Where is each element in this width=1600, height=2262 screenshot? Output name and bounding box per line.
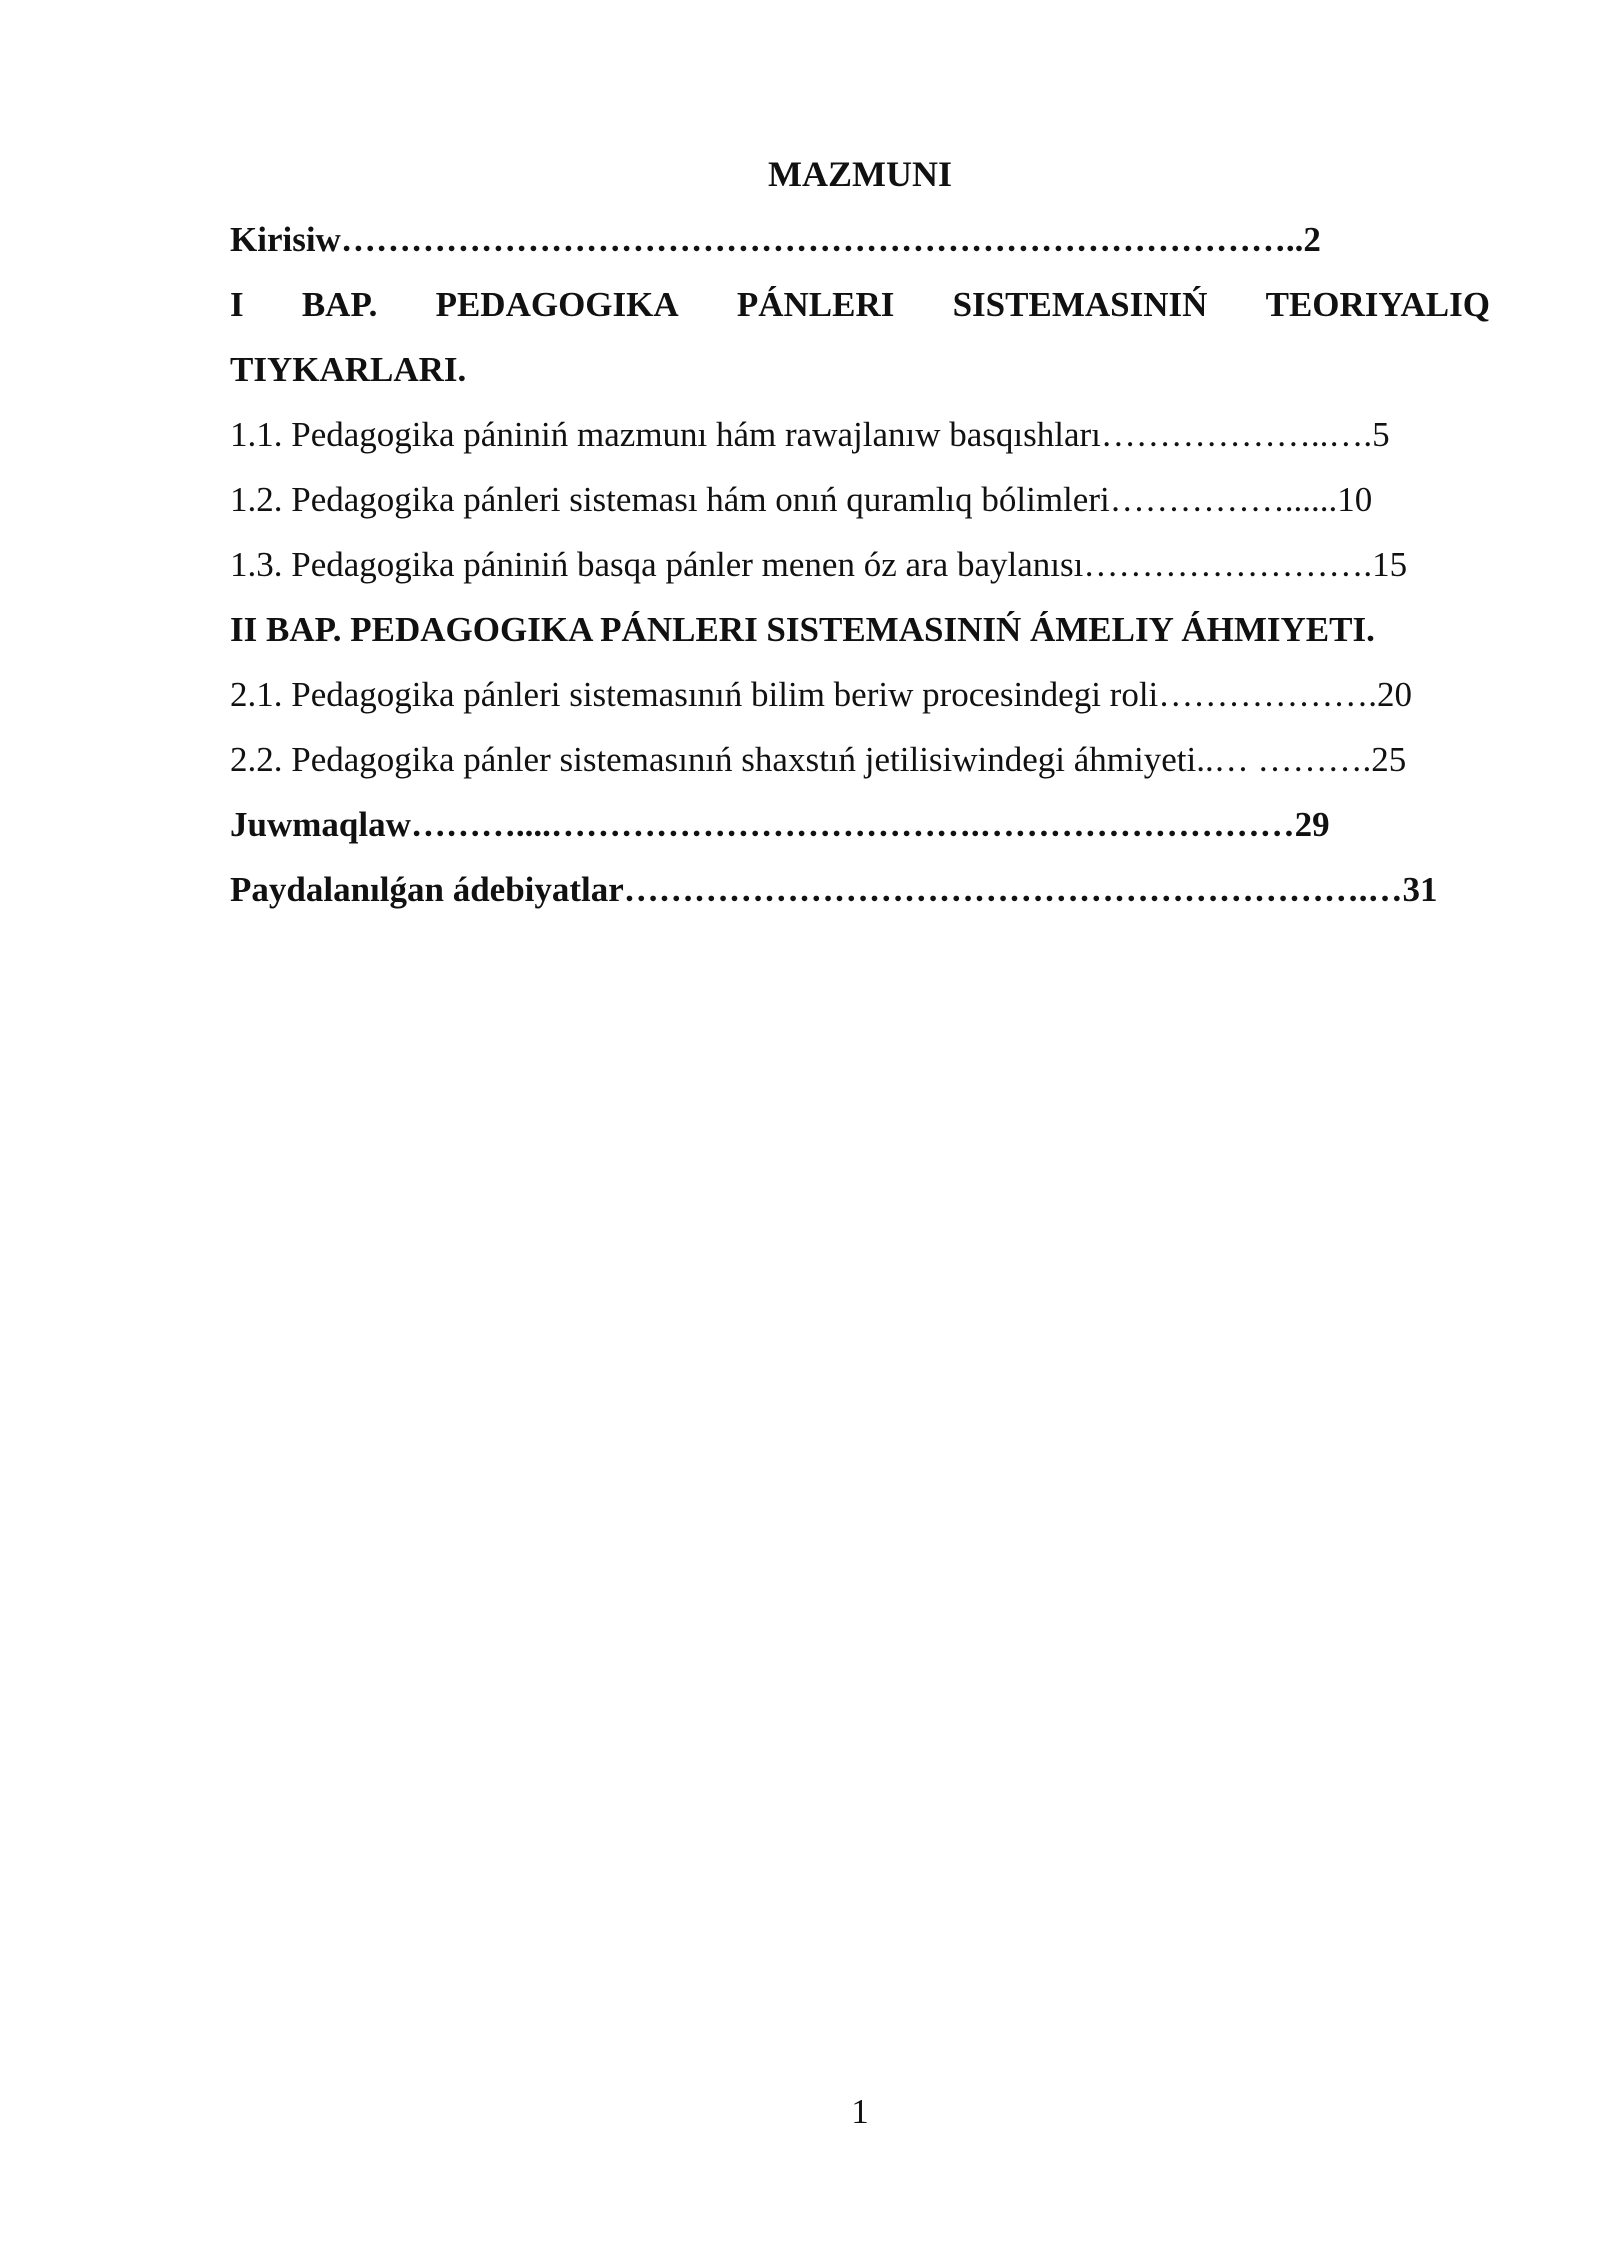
toc-entry-chapter-2-heading: II BAP. PEDAGOGIKA PÁNLERI SISTEMASINIŃ ÁMELIY ÁHMIYETI. — [230, 610, 1375, 649]
heading-word: I — [230, 285, 244, 324]
heading-word: PÁNLERI — [736, 285, 895, 324]
heading-word: PEDAGOGIKA — [435, 285, 679, 324]
toc-entry-section-2-2: 2.2. Pedagogika pánler sistemasınıń shaxstıń jetilisiwindegi áhmiyeti..… ……….25 — [230, 740, 1407, 779]
toc-entry-introduction: Kirisiw………………………………………………………………………..2 — [230, 220, 1321, 259]
toc-entry-section-1-2: 1.2. Pedagogika pánleri sisteması hám onıń quramlıq bólimleri……………......10 — [230, 480, 1373, 519]
toc-entry-chapter-1-heading-continued: TIYKARLARI. — [230, 350, 467, 389]
heading-word: TEORIYALIQ — [1265, 285, 1490, 324]
toc-entry-chapter-1-heading — [230, 283, 1490, 327]
heading-word: SISTEMASINIŃ — [952, 285, 1208, 324]
page-number: 1 — [851, 2092, 869, 2131]
heading-word: BAP. — [301, 285, 378, 324]
toc-entry-section-2-1: 2.1. Pedagogika pánleri sistemasınıń bilim beriw procesindegi roli……………….20 — [230, 675, 1413, 714]
toc-entry-references: Paydalanılǵan ádebiyatlar……………………………………………………….…31 — [230, 870, 1438, 909]
page-title: MAZMUNI — [768, 154, 952, 194]
toc-entry-conclusion: Juwmaqlaw………....……………………………….………………………29 — [230, 805, 1330, 844]
toc-entry-section-1-1: 1.1. Pedagogika pániniń mazmunı hám rawajlanıw basqıshları………………..….5 — [230, 415, 1390, 454]
toc-entry-section-1-3: 1.3. Pedagogika pániniń basqa pánler menen óz ara baylanısı…………………….15 — [230, 545, 1408, 584]
